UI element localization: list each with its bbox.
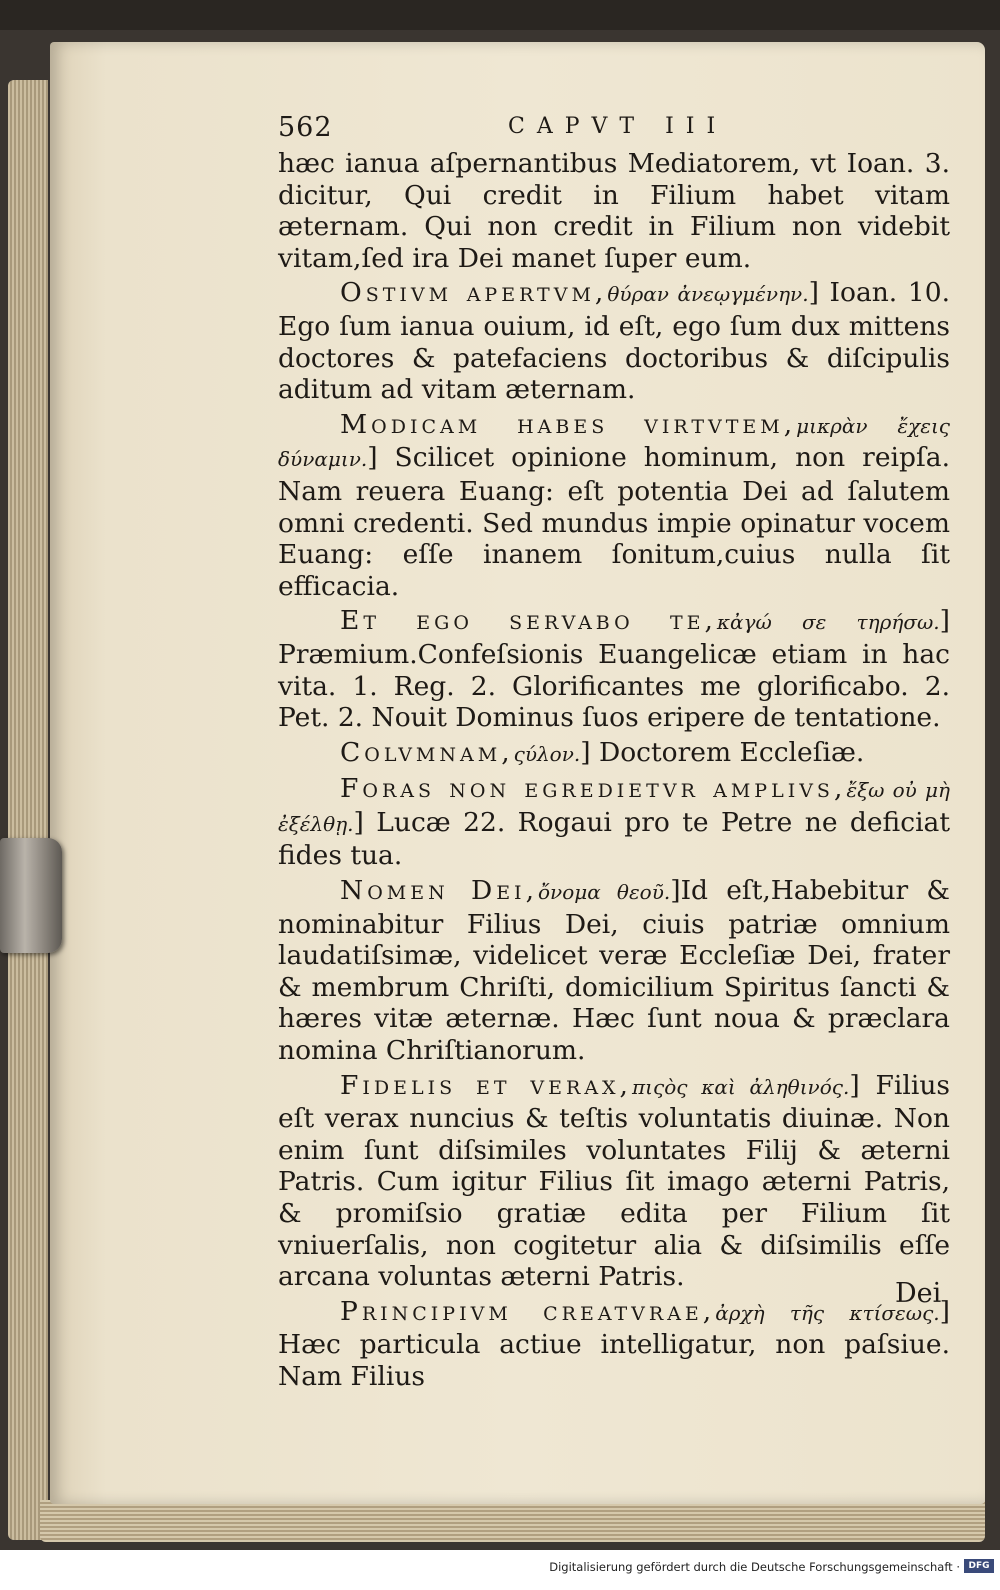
paragraph-0 xyxy=(278,148,950,274)
paragraph-6 xyxy=(278,875,950,1067)
paragraph-4 xyxy=(278,737,950,771)
paragraph-6-text: ]Id eſt,Habebitur & nominabitur Filius Dei, ciuis patriæ omnium laudatiſsimæ, videlicet veræ Eccleſiæ Dei, frater & membrum Chriſti, domicilium Spiritus ſancti & hæres vitæ æternæ. Hæc ſunt noua & præclara nomina Chriſtianorum. xyxy=(278,875,951,1067)
paragraph-7-text: ] Filius eſt verax nuncius & teſtis voluntatis diuinæ. Non enim ſunt diſsimiles voluntates Filij & æterni Patris. Cum igitur Filius ſit imago æterni Patris, & promiſsio gratiæ edita per Filium ſit vniuerſalis, non cogitetur alia & diſsimilis eſſe arcana voluntas æterni Patris. xyxy=(278,1069,951,1293)
paragraph-0-text: hæc ianua aſpernantibus Mediatorem, vt Ioan. 3. dicitur, Qui credit in Filium habet vitam æternam. Qui non credit in Filium non videbit vitam,ſed ira Dei manet ſuper eum. xyxy=(278,148,950,274)
paragraph-5-text: ] Lucæ 22. Rogaui pro te Petre ne deficiat fides tua. xyxy=(278,806,950,872)
page-number: 562 xyxy=(278,112,333,143)
paragraph-3 xyxy=(278,605,950,733)
metal-clasp xyxy=(0,838,62,953)
paragraph-1 xyxy=(278,277,950,405)
greek-1: θύραν ἀνεῳγμένην. xyxy=(607,282,809,307)
lemma-7: Fidelis et verax, xyxy=(340,1069,632,1101)
paragraph-1-text: ] Ioan. 10. Ego ſum ianua ouium, id eſt, ego ſum dux mittens doctores & patefaciens doctoribus & diſcipulis aditum ad vitam æternam. xyxy=(278,277,950,406)
greek-4: ςύλον. xyxy=(513,741,581,766)
footer-bar xyxy=(0,1550,1000,1590)
page-edges-bottom xyxy=(40,1500,985,1542)
paragraph-3-text: ] Præmium.Confeſsionis Euangelicæ etiam in hac vita. 1. Reg. 2. Glorificantes me glorificabo. 2. Pet. 2. Nouit Dominus ſuos eripere de tentatione. xyxy=(278,605,951,734)
paragraph-7 xyxy=(278,1070,950,1293)
lemma-3: Et ego servabo te, xyxy=(340,605,717,637)
paragraph-4-text: ] Doctorem Eccleſiæ. xyxy=(580,736,865,768)
lemma-6: Nomen Dei, xyxy=(340,875,538,907)
greek-3: κἀγώ σε τηρήσω. xyxy=(716,610,940,635)
lemma-2: Modicam habes virtvtem, xyxy=(340,408,797,440)
greek-6: ὄνομα θεοῦ. xyxy=(538,880,671,905)
page-edges-left xyxy=(8,80,48,1540)
paragraph-8-text: ] Hæc particula actiue intelligatur, non paſsiue. Nam Filius xyxy=(278,1295,951,1392)
catchword: Dei xyxy=(895,1278,942,1309)
lemma-4: Colvmnam, xyxy=(340,736,514,768)
dfg-logo-icon: DFG xyxy=(964,1559,994,1573)
greek-7: πιςὸς καὶ ἀληθινός. xyxy=(632,1074,850,1099)
paragraph-5 xyxy=(278,773,950,872)
running-head: CAPVT III xyxy=(508,114,728,139)
paragraph-2 xyxy=(278,409,950,603)
lemma-5: Foras non egredietvr amplivs, xyxy=(340,773,847,805)
body-text xyxy=(278,148,950,1393)
greek-2: μικρὰν ἔχεις δύναμιν. xyxy=(278,413,950,472)
lemma-1: Ostivm apertvm, xyxy=(340,277,608,309)
lemma-8: Principivm creatvrae, xyxy=(340,1295,716,1327)
greek-5: ἔξω οὐ μὴ ἐξέλθῃ. xyxy=(278,778,950,836)
paragraph-2-text: ] Scilicet opinione hominum, non reipſa. Nam reuera Euang: eſt potentia Dei ad ſalutem omni credenti. Sed mundus impie opinatur vocem Euang: eſſe inanem ſonitum,cuius nulla ſit efficacia. xyxy=(278,442,950,602)
page-header xyxy=(278,112,968,152)
greek-8: ἀρχὴ τῆς κτίσεως. xyxy=(715,1300,940,1325)
paragraph-8 xyxy=(278,1296,950,1393)
footer-credit: Digitalisierung gefördert durch die Deutsche Forschungsgemeinschaft · xyxy=(549,1560,960,1574)
